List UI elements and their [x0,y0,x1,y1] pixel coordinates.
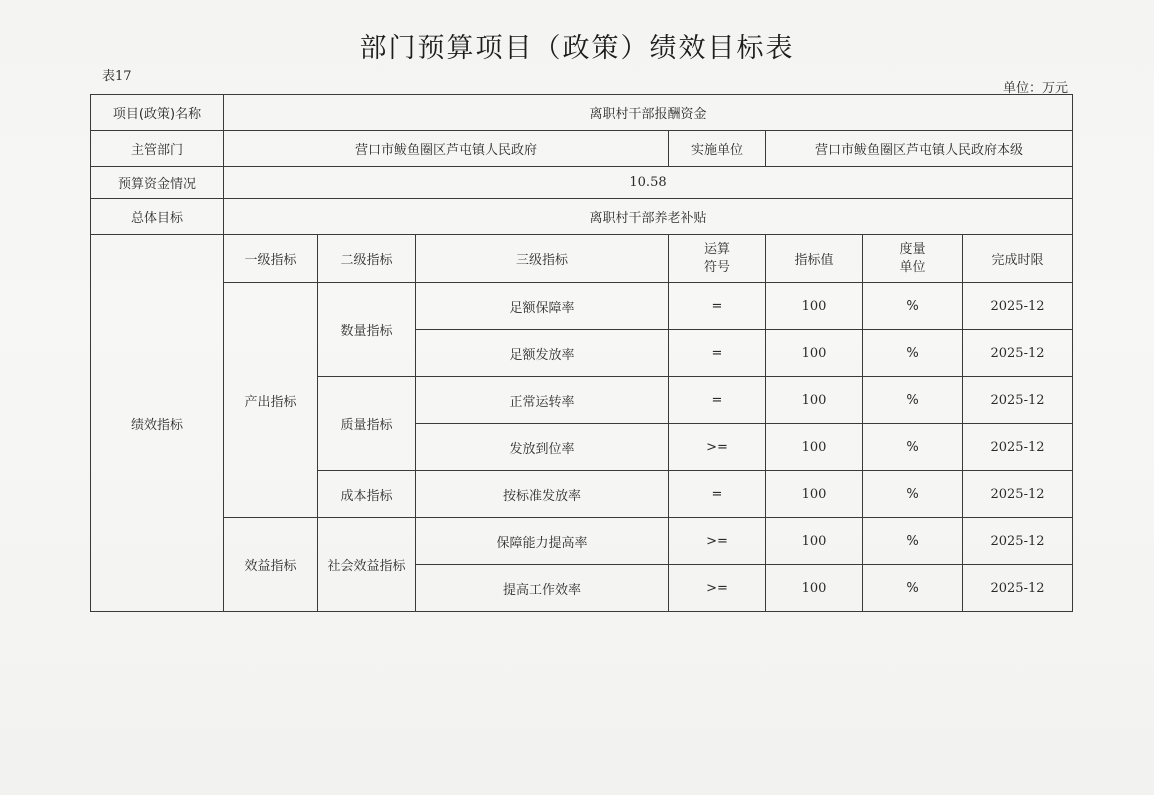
impl-value: 营口市鲅鱼圈区芦屯镇人民政府本级 [766,131,1073,167]
indicator-deadline: 2025-12 [963,377,1073,424]
budget-value: 10.58 [224,167,1073,199]
indicator-operator: = [669,377,766,424]
goal-row [91,199,1073,235]
header-value: 指标值 [766,235,863,283]
indicator-operator: >= [669,424,766,471]
indicator-value: 100 [766,283,863,330]
goal-label: 总体目标 [91,199,224,235]
table-row [91,518,1073,565]
indicator-value: 100 [766,518,863,565]
page-title: 部门预算项目（政策）绩效目标表 [359,33,795,64]
indicator-unit: % [863,377,963,424]
project-row [91,95,1073,131]
indicator-unit: % [863,471,963,518]
indicator-unit: % [863,565,963,612]
group-social: 社会效益指标 [318,518,416,612]
project-label: 项目(政策)名称 [91,95,224,131]
impl-label: 实施单位 [669,131,766,167]
goal-value: 离职村干部养老补贴 [224,199,1073,235]
header-unit-line1: 度量 [899,241,926,257]
indicator-name: 保障能力提高率 [416,518,669,565]
indicator-value: 100 [766,424,863,471]
group-quality: 质量指标 [318,377,416,471]
header-operator-line2: 符号 [703,259,730,275]
table-number: 表17 [102,69,132,84]
indicator-operator: = [669,471,766,518]
header-level3: 三级指标 [416,235,669,283]
project-value: 离职村干部报酬资金 [224,95,1073,131]
indicator-unit: % [863,283,963,330]
header-level1: 一级指标 [224,235,318,283]
header-unit-line2: 单位 [899,259,926,275]
indicator-value: 100 [766,565,863,612]
group-cost: 成本指标 [318,471,416,518]
dept-value: 营口市鲅鱼圈区芦屯镇人民政府 [224,131,669,167]
group-benefit: 效益指标 [224,518,318,612]
performance-table [90,94,1073,612]
indicator-operator: >= [669,518,766,565]
budget-label: 预算资金情况 [91,167,224,199]
indicator-deadline: 2025-12 [963,565,1073,612]
indicator-value: 100 [766,330,863,377]
perf-label: 绩效指标 [91,235,224,612]
dept-label: 主管部门 [91,131,224,167]
unit-label: 单位：万元 [1002,81,1068,96]
indicator-name: 足额发放率 [416,330,669,377]
indicator-value: 100 [766,471,863,518]
header-unit [863,235,963,283]
dept-row [91,131,1073,167]
indicator-deadline: 2025-12 [963,518,1073,565]
indicator-operator: = [669,330,766,377]
indicator-name: 提高工作效率 [416,565,669,612]
indicator-name: 正常运转率 [416,377,669,424]
indicator-name: 足额保障率 [416,283,669,330]
indicator-deadline: 2025-12 [963,330,1073,377]
group-output: 产出指标 [224,283,318,518]
indicator-deadline: 2025-12 [963,471,1073,518]
indicator-operator: = [669,283,766,330]
indicator-value: 100 [766,377,863,424]
indicator-unit: % [863,518,963,565]
indicator-operator: >= [669,565,766,612]
indicator-name: 按标准发放率 [416,471,669,518]
group-quantity: 数量指标 [318,283,416,377]
header-deadline: 完成时限 [963,235,1073,283]
header-row [91,235,1073,283]
table-row [91,283,1073,330]
indicator-name: 发放到位率 [416,424,669,471]
indicator-unit: % [863,424,963,471]
indicator-deadline: 2025-12 [963,424,1073,471]
indicator-unit: % [863,330,963,377]
header-level2: 二级指标 [318,235,416,283]
indicator-deadline: 2025-12 [963,283,1073,330]
header-operator-line1: 运算 [703,241,730,257]
budget-row [91,167,1073,199]
header-operator [669,235,766,283]
